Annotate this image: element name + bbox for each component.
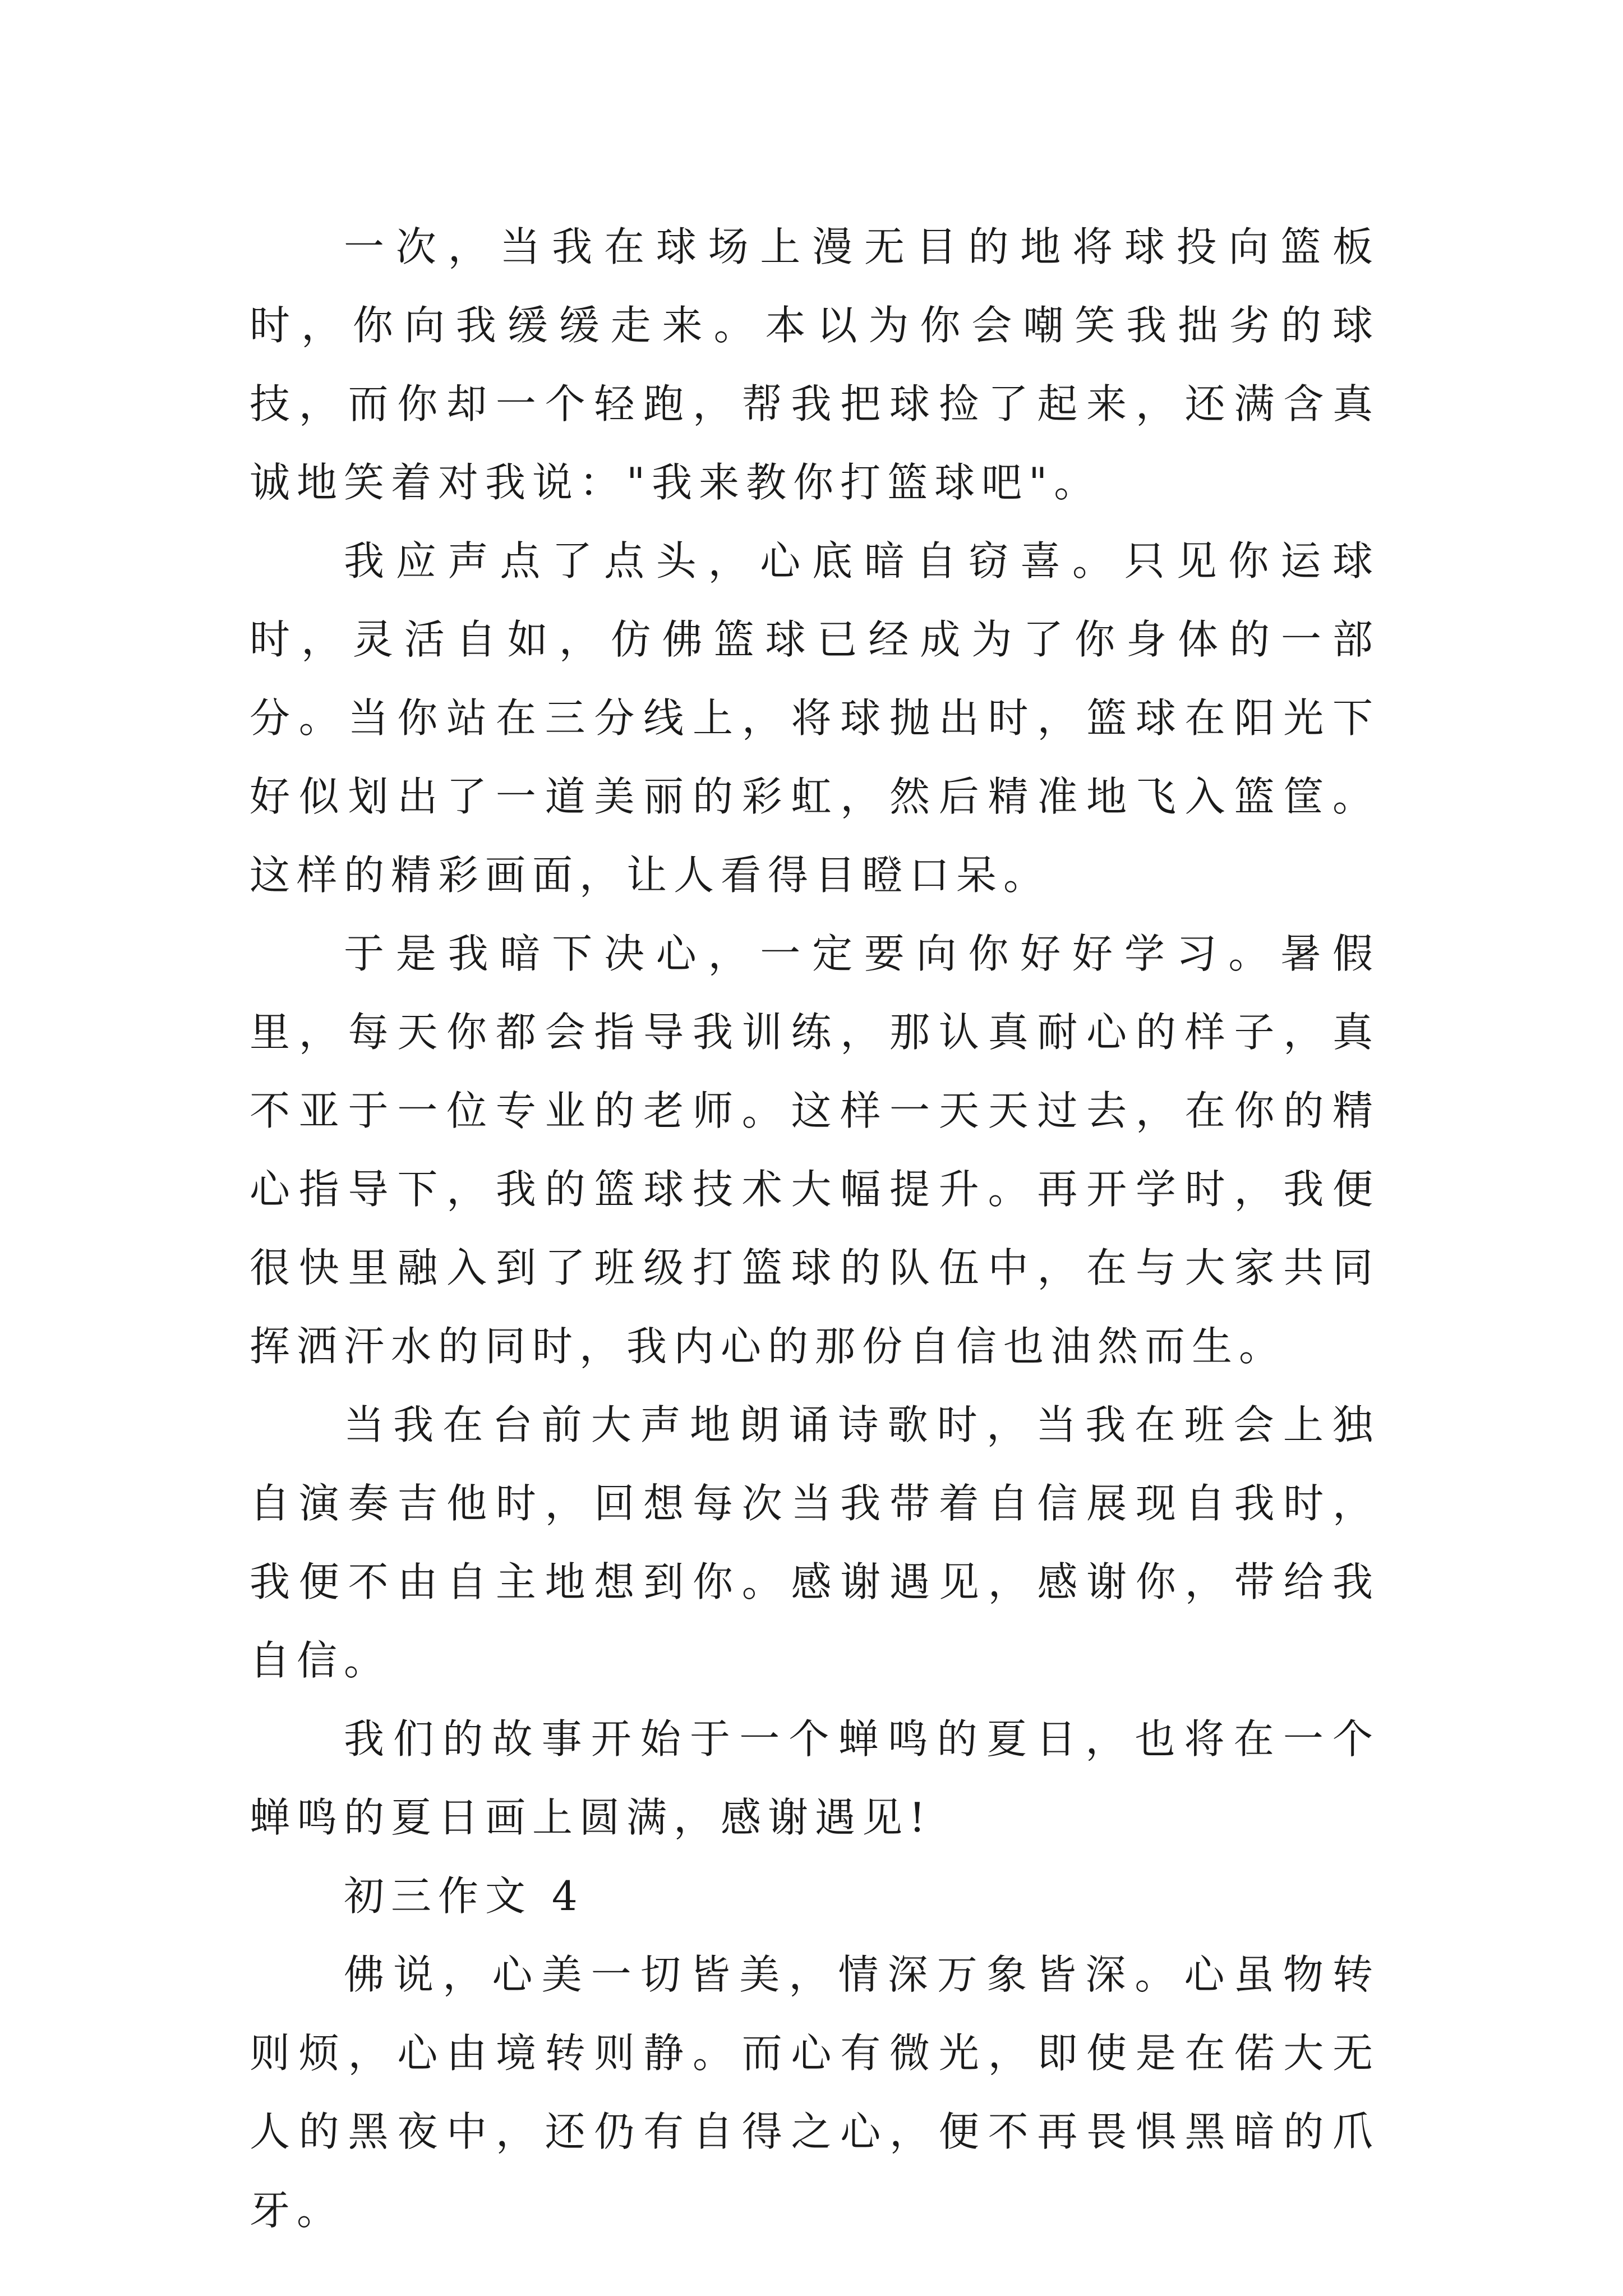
paragraph-1: 一次，当我在球场上漫无目的地将球投向篮板时，你向我缓缓走来。本以为你会嘲笑我拙劣的球技，而你却一个轻跑，帮我把球捡了起来，还满含真诚地笑着对我说："我来教你打篮球吧"。 — [250, 223, 1380, 506]
paragraph-6: 佛说，心美一切皆美，情深万象皆深。心虽物转则烦，心由境转则静。而心有微光，即使是在偌大无人的黑夜中，还仍有自得之心，便不再畏惧黑暗的爪牙。 — [250, 1951, 1380, 2234]
document-body — [250, 208, 1380, 2249]
paragraph-4: 当我在台前大声地朗诵诗歌时，当我在班会上独自演奏吉他时，回想每次当我带着自信展现自我时，我便不由自主地想到你。感谢遇见，感谢你，带给我自信。 — [250, 1401, 1380, 1684]
paragraph-5: 我们的故事开始于一个蝉鸣的夏日，也将在一个蝉鸣的夏日画上圆满，感谢遇见! — [250, 1715, 1380, 1841]
paragraph-3: 于是我暗下决心，一定要向你好好学习。暑假里，每天你都会指导我训练，那认真耐心的样子，真不亚于一位专业的老师。这样一天天过去，在你的精心指导下，我的篮球技术大幅提升。再开学时，我便很快里融入到了班级打篮球的队伍中，在与大家共同挥洒汗水的同时，我内心的那份自信也油然而生。 — [250, 930, 1380, 1370]
paragraph-2: 我应声点了点头，心底暗自窃喜。只见你运球时，灵活自如，仿佛篮球已经成为了你身体的一部分。当你站在三分线上，将球抛出时，篮球在阳光下好似划出了一道美丽的彩虹，然后精准地飞入篮筐。这样的精彩画面，让人看得目瞪口呆。 — [250, 537, 1380, 899]
essay-heading: 初三作文 4 — [344, 1872, 584, 1920]
